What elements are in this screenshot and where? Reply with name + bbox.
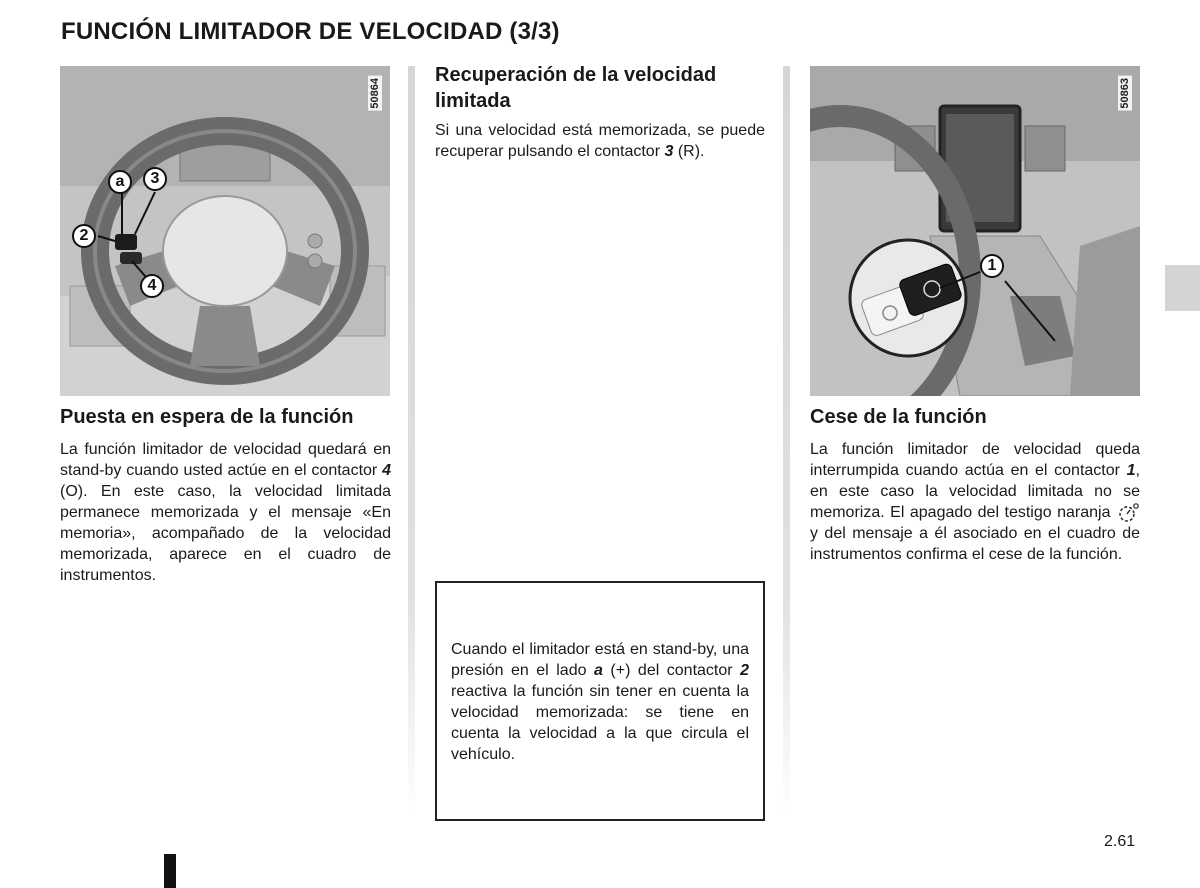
crop-mark xyxy=(164,854,176,888)
column-divider xyxy=(783,66,790,816)
recovery-heading: Recuperación de la velocidad limitada xyxy=(435,64,717,112)
column-divider xyxy=(408,66,415,816)
center-console-illustration xyxy=(810,66,1140,396)
figure-code: 50864 xyxy=(369,78,381,109)
page-title: FUNCIÓN LIMITADOR DE VELOCIDAD (3/3) xyxy=(61,18,560,45)
steering-wheel-illustration xyxy=(60,66,390,396)
note-text-part: Cuando el limitador está en stand-by, una presión en el lado xyxy=(451,641,749,679)
control-ref-a: a xyxy=(594,662,603,679)
page-number: 2.61 xyxy=(1104,833,1136,850)
standby-text-part: La función limitador de velocidad quedará en stand-by cuando usted actúe en el contactor xyxy=(60,441,391,479)
standby-text-part: (O). En este caso, la velocidad limitada permanece memorizada y el mensaje «En memoria», acompañado de la velocidad memorizada, aparece en el cuadro de instrumentos. xyxy=(60,483,391,584)
steering-wheel-drawing xyxy=(60,66,390,396)
recovery-text-part: (R). xyxy=(673,143,705,160)
left-column xyxy=(60,66,391,586)
speed-limiter-warning-icon xyxy=(1116,502,1140,522)
control-ref-1: 1 xyxy=(1126,462,1136,479)
note-box xyxy=(435,581,765,821)
callout-a: a xyxy=(108,170,132,194)
note-text-part: (+) del contactor xyxy=(602,662,741,679)
figure-code: 50863 xyxy=(1119,78,1131,109)
note-text xyxy=(451,639,749,765)
right-column xyxy=(810,66,1140,565)
standby-heading: Puesta en espera de la función xyxy=(60,406,354,428)
recovery-text xyxy=(435,120,765,162)
control-ref-3: 3 xyxy=(664,143,674,160)
callout-4: 4 xyxy=(140,274,164,298)
cancel-text-part: La función limitador de velocidad queda interrumpida cuando actúa en el contactor xyxy=(810,441,1140,479)
control-ref-2: 2 xyxy=(740,662,749,679)
standby-text xyxy=(60,439,391,586)
recovery-text-part: Si una velocidad está memorizada, se puede recuperar pulsando el contactor xyxy=(435,122,765,160)
cancel-text-part: y del mensaje a él asociado en el cuadro de instrumentos confirma el cese de la función. xyxy=(810,525,1140,563)
control-ref-4: 4 xyxy=(382,462,391,479)
section-tab xyxy=(1165,265,1200,311)
callout-1: 1 xyxy=(980,254,1004,278)
note-text-part: reactiva la función sin tener en cuenta la velocidad memorizada: se tiene en cuenta la velocidad a la que circula el vehículo. xyxy=(451,683,749,763)
middle-column xyxy=(435,66,765,162)
cancel-heading: Cese de la función xyxy=(810,406,987,428)
center-console-drawing xyxy=(810,66,1140,396)
callout-2: 2 xyxy=(72,224,96,248)
callout-3: 3 xyxy=(143,167,167,191)
cancel-text xyxy=(810,439,1140,565)
cancel-text-part: , en este caso la velocidad limitada no se memoriza. El apagado del testigo naranja xyxy=(810,462,1140,521)
